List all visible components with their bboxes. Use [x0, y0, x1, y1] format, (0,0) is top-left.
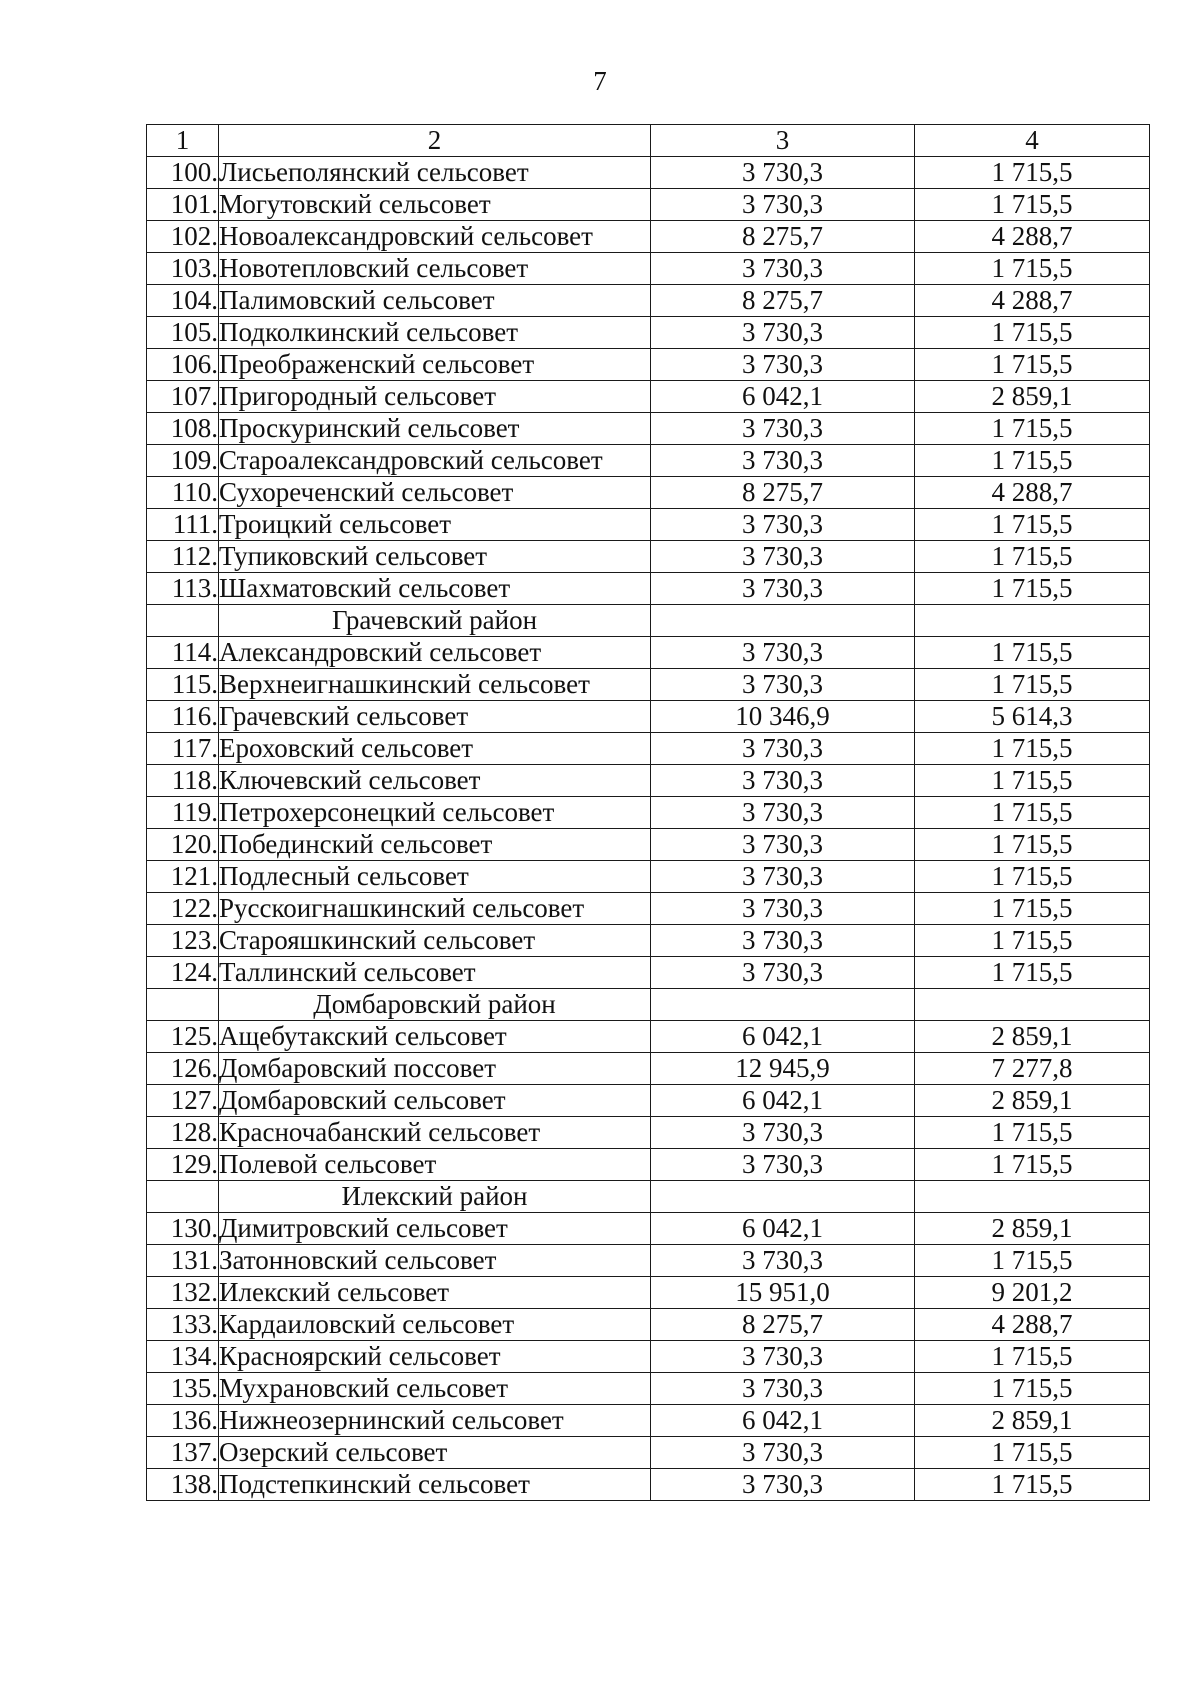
row-number-cell — [147, 989, 219, 1021]
value-col3: 3 730,3 — [651, 957, 915, 989]
settlement-name: Новотепловский сельсовет — [219, 253, 651, 285]
value-col3: 6 042,1 — [651, 1021, 915, 1053]
value-col4: 1 715,5 — [915, 1373, 1150, 1405]
row-number: 131. — [147, 1245, 219, 1277]
value-col3-cell — [651, 1181, 915, 1213]
settlement-name: Новоалександровский сельсовет — [219, 221, 651, 253]
value-col3: 3 730,3 — [651, 637, 915, 669]
settlement-name: Подстепкинский сельсовет — [219, 1469, 651, 1501]
value-col4: 2 859,1 — [915, 1085, 1150, 1117]
settlement-name: Палимовский сельсовет — [219, 285, 651, 317]
table-row — [147, 1469, 1150, 1501]
value-col4: 2 859,1 — [915, 381, 1150, 413]
value-col4: 9 201,2 — [915, 1277, 1150, 1309]
value-col3: 3 730,3 — [651, 445, 915, 477]
value-col3: 3 730,3 — [651, 925, 915, 957]
settlement-name: Петрохерсонецкий сельсовет — [219, 797, 651, 829]
table-row — [147, 445, 1150, 477]
value-col3: 15 951,0 — [651, 1277, 915, 1309]
settlement-name: Красночабанский сельсовет — [219, 1117, 651, 1149]
value-col3: 3 730,3 — [651, 413, 915, 445]
settlement-name: Троицкий сельсовет — [219, 509, 651, 541]
settlement-name: Ключевский сельсовет — [219, 765, 651, 797]
table-row — [147, 1021, 1150, 1053]
value-col3: 10 346,9 — [651, 701, 915, 733]
settlement-name: Проскуринский сельсовет — [219, 413, 651, 445]
value-col4-cell — [915, 1181, 1150, 1213]
row-number: 114. — [147, 637, 219, 669]
row-number: 116. — [147, 701, 219, 733]
row-number: 125. — [147, 1021, 219, 1053]
settlement-name: Озерский сельсовет — [219, 1437, 651, 1469]
value-col4: 2 859,1 — [915, 1213, 1150, 1245]
row-number: 112. — [147, 541, 219, 573]
row-number: 128. — [147, 1117, 219, 1149]
value-col4-cell — [915, 605, 1150, 637]
value-col3: 8 275,7 — [651, 221, 915, 253]
row-number: 138. — [147, 1469, 219, 1501]
settlement-name: Преображенский сельсовет — [219, 349, 651, 381]
settlement-name: Шахматовский сельсовет — [219, 573, 651, 605]
value-col3: 3 730,3 — [651, 893, 915, 925]
table-row — [147, 1149, 1150, 1181]
table-row — [147, 701, 1150, 733]
row-number: 117. — [147, 733, 219, 765]
header-cell-col1: 1 — [147, 125, 219, 157]
row-number: 136. — [147, 1405, 219, 1437]
value-col3: 6 042,1 — [651, 1213, 915, 1245]
settlement-name: Сухореченский сельсовет — [219, 477, 651, 509]
table-row — [147, 925, 1150, 957]
value-col4: 1 715,5 — [915, 669, 1150, 701]
value-col3: 3 730,3 — [651, 1373, 915, 1405]
row-number: 106. — [147, 349, 219, 381]
value-col3: 3 730,3 — [651, 157, 915, 189]
table-row — [147, 637, 1150, 669]
value-col4: 5 614,3 — [915, 701, 1150, 733]
row-number: 129. — [147, 1149, 219, 1181]
value-col3: 3 730,3 — [651, 509, 915, 541]
header-cell-col2: 2 — [219, 125, 651, 157]
value-col4: 1 715,5 — [915, 637, 1150, 669]
value-col4: 4 288,7 — [915, 285, 1150, 317]
settlement-name: Таллинский сельсовет — [219, 957, 651, 989]
row-number: 127. — [147, 1085, 219, 1117]
value-col4: 1 715,5 — [915, 957, 1150, 989]
value-col3: 3 730,3 — [651, 1149, 915, 1181]
value-col4: 1 715,5 — [915, 925, 1150, 957]
table-row — [147, 1245, 1150, 1277]
value-col3: 3 730,3 — [651, 541, 915, 573]
settlement-name: Верхнеигнашкинский сельсовет — [219, 669, 651, 701]
table-row — [147, 1341, 1150, 1373]
district-heading-row — [147, 989, 1150, 1021]
settlement-name: Домбаровский поссовет — [219, 1053, 651, 1085]
district-heading-row — [147, 605, 1150, 637]
value-col4: 1 715,5 — [915, 509, 1150, 541]
settlement-name: Ероховский сельсовет — [219, 733, 651, 765]
row-number: 109. — [147, 445, 219, 477]
value-col4: 1 715,5 — [915, 157, 1150, 189]
row-number: 113. — [147, 573, 219, 605]
value-col3: 3 730,3 — [651, 861, 915, 893]
settlement-name: Подлесный сельсовет — [219, 861, 651, 893]
settlement-name: Красноярский сельсовет — [219, 1341, 651, 1373]
value-col3: 8 275,7 — [651, 285, 915, 317]
table-row — [147, 541, 1150, 573]
row-number: 103. — [147, 253, 219, 285]
table-row — [147, 477, 1150, 509]
table-row — [147, 413, 1150, 445]
value-col4: 1 715,5 — [915, 317, 1150, 349]
settlement-name: Русскоигнашкинский сельсовет — [219, 893, 651, 925]
table-row — [147, 893, 1150, 925]
table-row — [147, 1437, 1150, 1469]
value-col4: 4 288,7 — [915, 221, 1150, 253]
row-number: 133. — [147, 1309, 219, 1341]
settlement-name: Ащебутакский сельсовет — [219, 1021, 651, 1053]
page-number: 7 — [593, 66, 607, 96]
value-col4: 1 715,5 — [915, 1117, 1150, 1149]
row-number: 118. — [147, 765, 219, 797]
row-number: 110. — [147, 477, 219, 509]
header-cell-col3: 3 — [651, 125, 915, 157]
value-col4: 1 715,5 — [915, 541, 1150, 573]
data-table — [146, 124, 1150, 1501]
value-col4: 1 715,5 — [915, 765, 1150, 797]
row-number: 130. — [147, 1213, 219, 1245]
row-number: 105. — [147, 317, 219, 349]
table-body — [147, 125, 1150, 1501]
row-number: 101. — [147, 189, 219, 221]
value-col4: 1 715,5 — [915, 349, 1150, 381]
value-col4: 1 715,5 — [915, 1341, 1150, 1373]
value-col3: 3 730,3 — [651, 797, 915, 829]
row-number: 104. — [147, 285, 219, 317]
table-row — [147, 797, 1150, 829]
value-col3-cell — [651, 605, 915, 637]
table-row — [147, 1405, 1150, 1437]
settlement-name: Илекский сельсовет — [219, 1277, 651, 1309]
row-number: 119. — [147, 797, 219, 829]
value-col4: 1 715,5 — [915, 189, 1150, 221]
table-row — [147, 189, 1150, 221]
value-col3: 3 730,3 — [651, 1341, 915, 1373]
settlement-name: Лисьеполянский сельсовет — [219, 157, 651, 189]
value-col3: 3 730,3 — [651, 349, 915, 381]
value-col3: 3 730,3 — [651, 1245, 915, 1277]
value-col4: 1 715,5 — [915, 1149, 1150, 1181]
row-number: 134. — [147, 1341, 219, 1373]
value-col3: 3 730,3 — [651, 1437, 915, 1469]
settlement-name: Александровский сельсовет — [219, 637, 651, 669]
table-row — [147, 861, 1150, 893]
table-row — [147, 765, 1150, 797]
value-col4: 1 715,5 — [915, 893, 1150, 925]
row-number: 123. — [147, 925, 219, 957]
settlement-name: Подколкинский сельсовет — [219, 317, 651, 349]
settlement-name: Староалександровский сельсовет — [219, 445, 651, 477]
value-col4: 1 715,5 — [915, 1245, 1150, 1277]
value-col3: 6 042,1 — [651, 381, 915, 413]
settlement-name: Побединский сельсовет — [219, 829, 651, 861]
value-col3: 3 730,3 — [651, 829, 915, 861]
row-number: 120. — [147, 829, 219, 861]
settlement-name: Кардаиловский сельсовет — [219, 1309, 651, 1341]
row-number: 107. — [147, 381, 219, 413]
value-col3: 6 042,1 — [651, 1405, 915, 1437]
row-number: 137. — [147, 1437, 219, 1469]
value-col4: 1 715,5 — [915, 1437, 1150, 1469]
row-number-cell — [147, 1181, 219, 1213]
row-number: 126. — [147, 1053, 219, 1085]
row-number: 111. — [147, 509, 219, 541]
district-heading-row — [147, 1181, 1150, 1213]
settlement-name: Домбаровский сельсовет — [219, 1085, 651, 1117]
value-col3: 8 275,7 — [651, 477, 915, 509]
district-name: Домбаровский район — [219, 989, 651, 1021]
value-col3: 3 730,3 — [651, 573, 915, 605]
row-number-cell — [147, 605, 219, 637]
value-col4: 1 715,5 — [915, 733, 1150, 765]
row-number: 124. — [147, 957, 219, 989]
table-row — [147, 221, 1150, 253]
table-row — [147, 1085, 1150, 1117]
table-row — [147, 1117, 1150, 1149]
row-number: 102. — [147, 221, 219, 253]
row-number: 115. — [147, 669, 219, 701]
row-number: 135. — [147, 1373, 219, 1405]
value-col3: 3 730,3 — [651, 1117, 915, 1149]
value-col3: 8 275,7 — [651, 1309, 915, 1341]
settlement-name: Нижнеозернинский сельсовет — [219, 1405, 651, 1437]
value-col3-cell — [651, 989, 915, 1021]
row-number: 122. — [147, 893, 219, 925]
table-row — [147, 1053, 1150, 1085]
value-col4: 1 715,5 — [915, 413, 1150, 445]
header-cell-col4: 4 — [915, 125, 1150, 157]
row-number: 132. — [147, 1277, 219, 1309]
table-row — [147, 285, 1150, 317]
table-row — [147, 733, 1150, 765]
table-row — [147, 957, 1150, 989]
settlement-name: Димитровский сельсовет — [219, 1213, 651, 1245]
value-col3: 3 730,3 — [651, 317, 915, 349]
value-col4: 1 715,5 — [915, 445, 1150, 477]
settlement-name: Грачевский сельсовет — [219, 701, 651, 733]
value-col4: 1 715,5 — [915, 253, 1150, 285]
settlement-name: Тупиковский сельсовет — [219, 541, 651, 573]
value-col3: 3 730,3 — [651, 765, 915, 797]
settlement-name: Затонновский сельсовет — [219, 1245, 651, 1277]
value-col4: 1 715,5 — [915, 829, 1150, 861]
table-row — [147, 509, 1150, 541]
value-col4: 1 715,5 — [915, 861, 1150, 893]
value-col4: 2 859,1 — [915, 1405, 1150, 1437]
value-col3: 3 730,3 — [651, 669, 915, 701]
table-row — [147, 317, 1150, 349]
value-col3: 3 730,3 — [651, 189, 915, 221]
value-col4: 1 715,5 — [915, 1469, 1150, 1501]
settlement-name: Старояшкинский сельсовет — [219, 925, 651, 957]
table-row — [147, 829, 1150, 861]
value-col4-cell — [915, 989, 1150, 1021]
settlement-name: Мухрановский сельсовет — [219, 1373, 651, 1405]
row-number: 121. — [147, 861, 219, 893]
value-col4: 7 277,8 — [915, 1053, 1150, 1085]
value-col4: 4 288,7 — [915, 1309, 1150, 1341]
table-row — [147, 1213, 1150, 1245]
table-row — [147, 381, 1150, 413]
settlement-name: Пригородный сельсовет — [219, 381, 651, 413]
district-name: Грачевский район — [219, 605, 651, 637]
table-row — [147, 1373, 1150, 1405]
table-row — [147, 253, 1150, 285]
table-row — [147, 1277, 1150, 1309]
value-col4: 4 288,7 — [915, 477, 1150, 509]
value-col3: 3 730,3 — [651, 733, 915, 765]
settlement-name: Могутовский сельсовет — [219, 189, 651, 221]
table-row — [147, 1309, 1150, 1341]
row-number: 100. — [147, 157, 219, 189]
table-row — [147, 349, 1150, 381]
value-col3: 6 042,1 — [651, 1085, 915, 1117]
row-number: 108. — [147, 413, 219, 445]
value-col3: 12 945,9 — [651, 1053, 915, 1085]
table-row — [147, 669, 1150, 701]
district-name: Илекский район — [219, 1181, 651, 1213]
value-col4: 1 715,5 — [915, 573, 1150, 605]
value-col4: 2 859,1 — [915, 1021, 1150, 1053]
settlement-name: Полевой сельсовет — [219, 1149, 651, 1181]
table-header-row — [147, 125, 1150, 157]
value-col3: 3 730,3 — [651, 253, 915, 285]
table-row — [147, 573, 1150, 605]
value-col3: 3 730,3 — [651, 1469, 915, 1501]
value-col4: 1 715,5 — [915, 797, 1150, 829]
table-row — [147, 157, 1150, 189]
